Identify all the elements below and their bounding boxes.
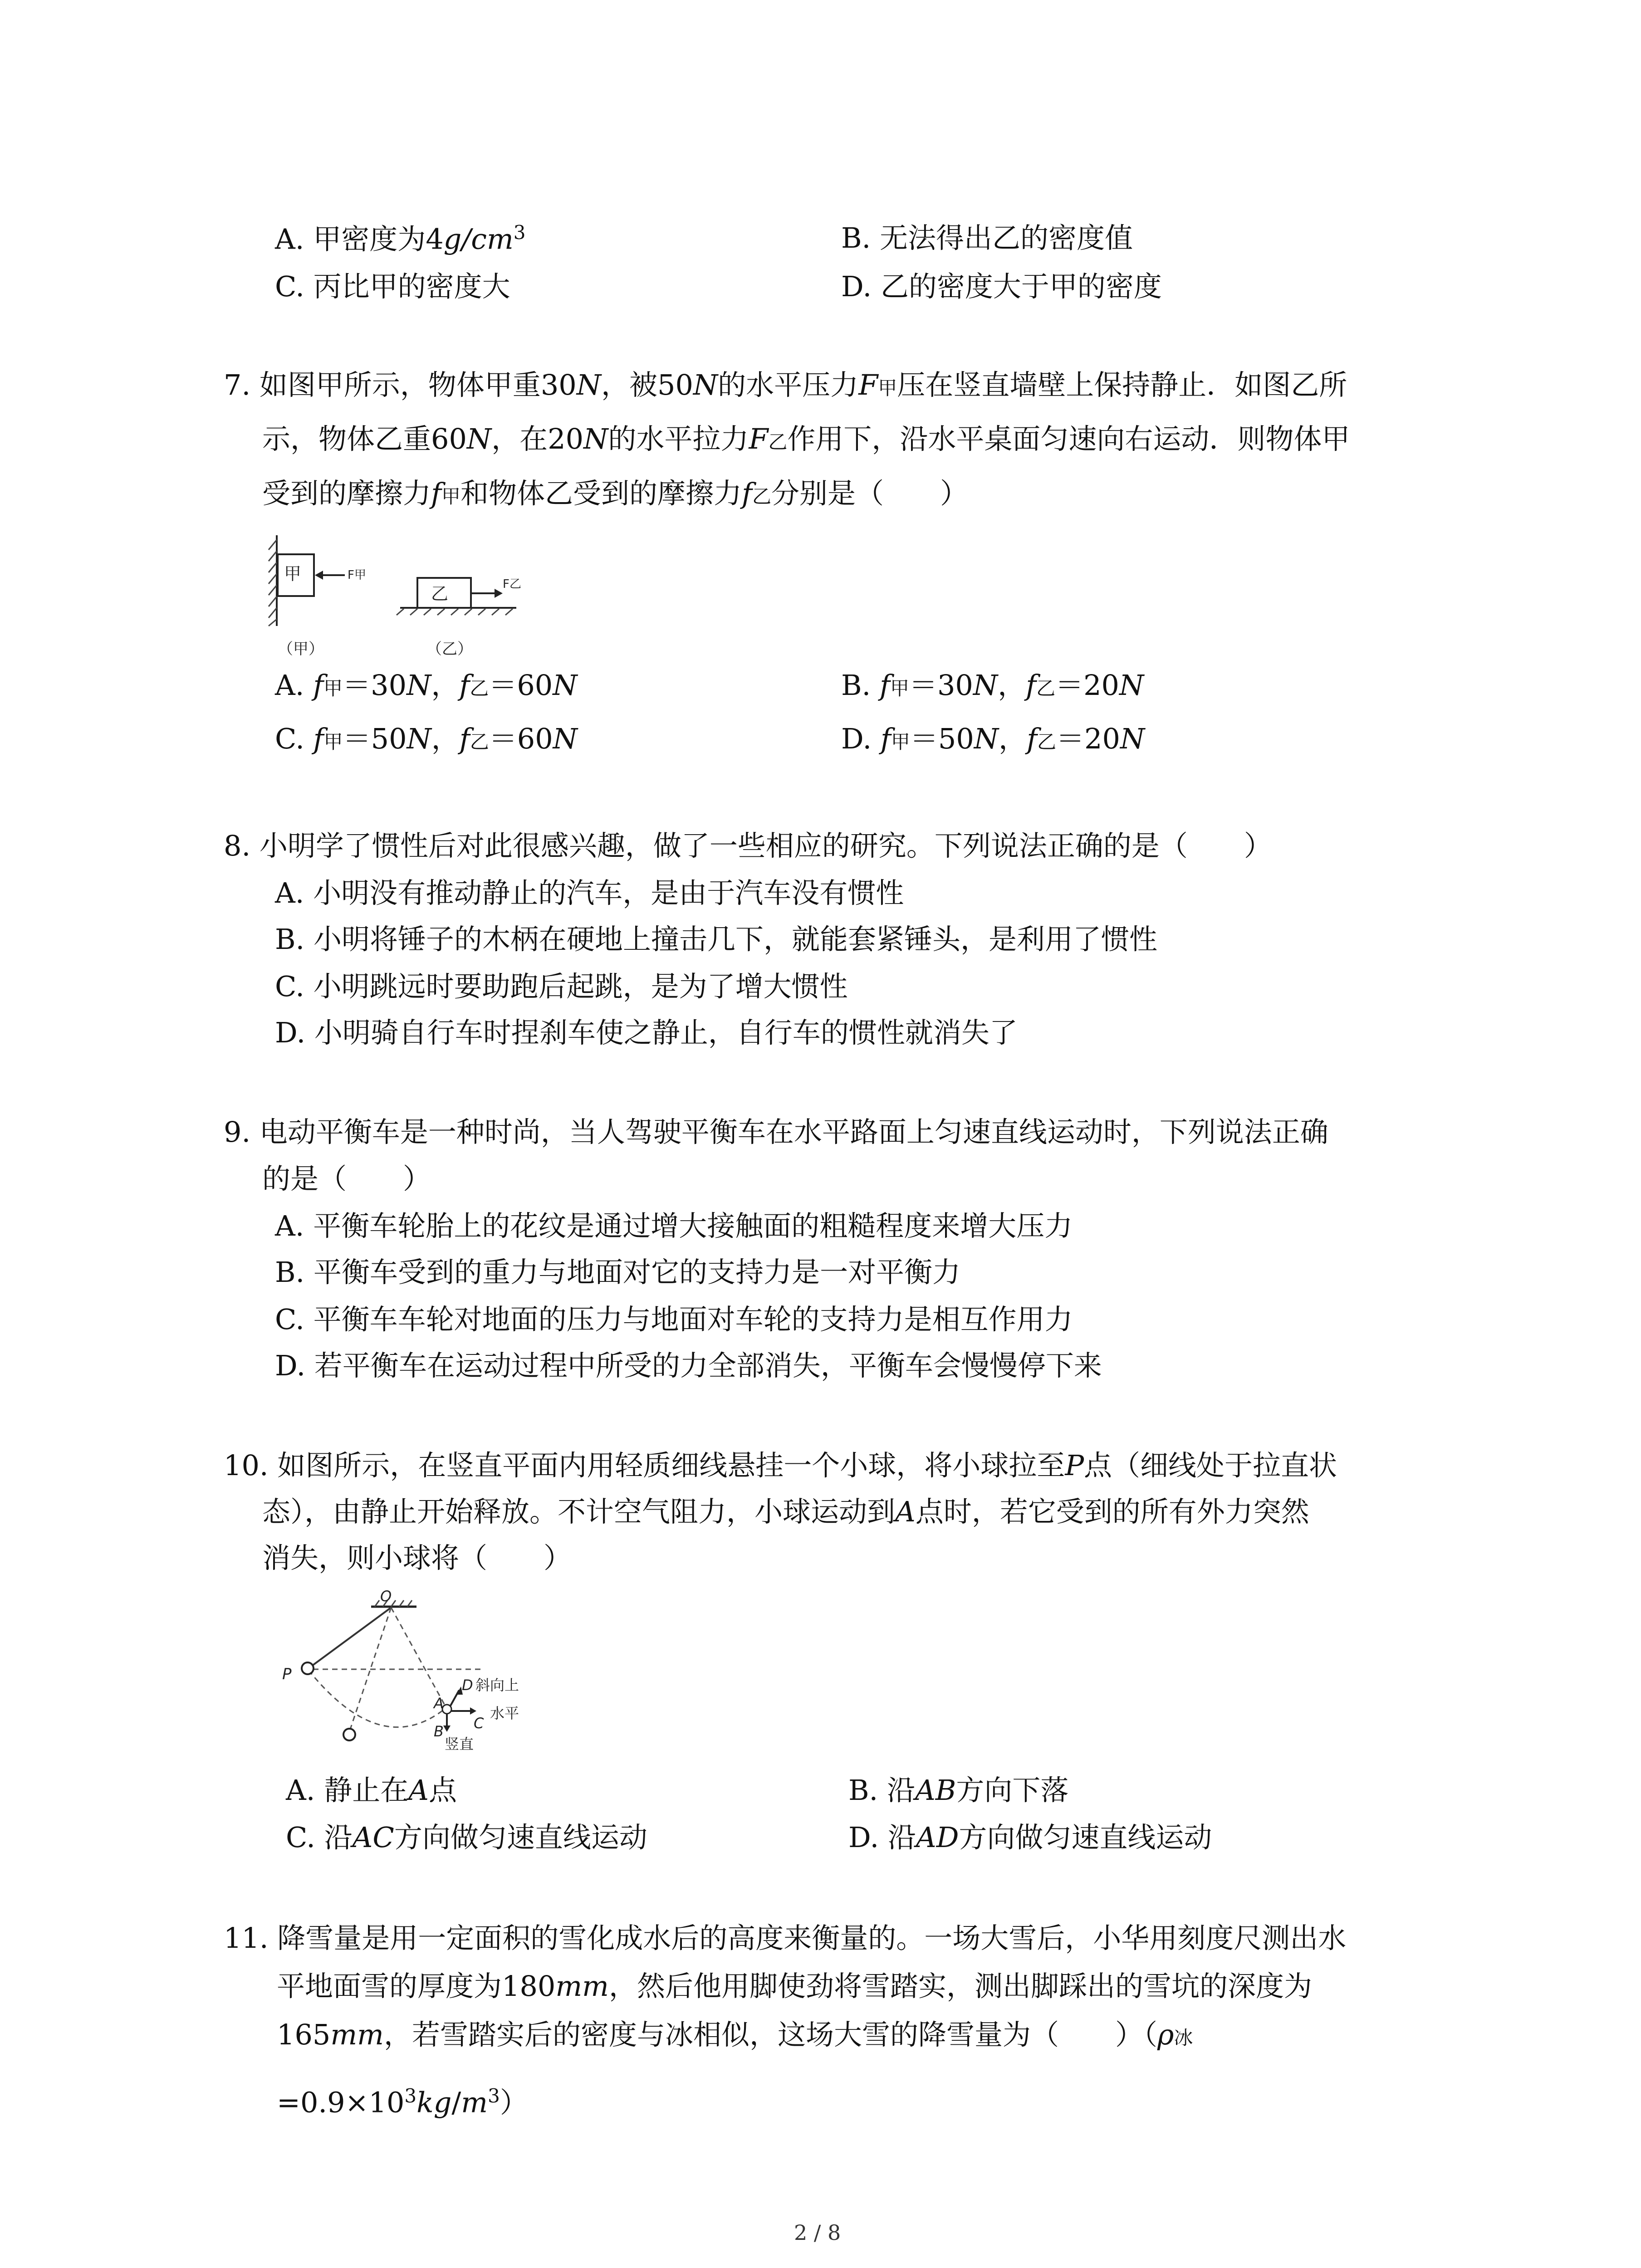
point-c-label: C: [474, 1715, 484, 1732]
q9-stem-line1: 9. 电动平衡车是一种时尚，当人驾驶平衡车在水平路面上匀速直线运动时，下列说法正确: [224, 1115, 1328, 1149]
q10-stem-line3: 消失，则小球将（ ）: [262, 1541, 572, 1574]
floor-hatch: [397, 609, 513, 615]
wall-hatch: [269, 540, 277, 626]
q7-option-d: D. f甲＝50N，f乙＝20N: [841, 722, 1145, 755]
q10-stem-line1: 10. 如图所示，在竖直平面内用轻质细线悬挂一个小球，将小球拉至P点（细线处于拉直状: [224, 1449, 1337, 1482]
q6-option-c: C. 丙比甲的密度大: [275, 270, 510, 303]
q6-option-a: A. 甲密度为$4g/cm^3$: [275, 221, 526, 256]
q11-stem-line4: $=0.9\times 10^3kg/m^3$）: [277, 2085, 528, 2119]
caption-jia: （甲）: [278, 640, 324, 658]
swing-arc: [309, 1670, 446, 1727]
q8-stem: 8. 小明学了惯性后对此很感兴趣，做了一些相应的研究。下列说法正确的是（ ）: [224, 829, 1272, 862]
vertical-label: 竖直: [445, 1735, 474, 1753]
q6-option-b: B. 无法得出乙的密度值: [841, 221, 1133, 254]
q11-stem-line2: 平地面雪的厚度为180mm，然后他用脚使劲将雪踏实，测出脚踩出的雪坑的深度为: [277, 1970, 1312, 2003]
slanted-label: 斜向上: [475, 1677, 519, 1694]
q8-option-c: C. 小明跳远时要助跑后起跳，是为了增大惯性: [275, 970, 848, 1003]
q11-stem-line1: 11. 降雪量是用一定面积的雪化成水后的高度来衡量的。一场大雪后，小华用刻度尺测出水: [224, 1921, 1347, 1955]
box-yi-label: 乙: [431, 584, 449, 604]
q10-option-b: B. 沿AB方向下落: [848, 1774, 1069, 1807]
caption-yi: （乙）: [426, 640, 473, 658]
q7-figure: [254, 531, 535, 662]
point-d-label: D: [462, 1677, 473, 1694]
q10-figure: [272, 1588, 608, 1769]
arrow-c: [470, 1707, 476, 1715]
arrow-f-jia: [315, 571, 323, 580]
q9-stem-line2: 的是（ ）: [262, 1162, 431, 1195]
horizontal-label: 水平: [490, 1705, 519, 1722]
q7-option-a: A. f甲＝30N，f乙＝60N: [275, 669, 578, 702]
q7-option-c: C. f甲＝50N，f乙＝60N: [275, 722, 578, 755]
point-a-label: A: [434, 1695, 444, 1712]
q7-option-b: B. f甲＝30N，f乙＝20N: [841, 669, 1144, 702]
q10-stem-line2: 态），由静止开始释放。不计空气阻力，小球运动到A点时，若它受到的所有外力突然: [262, 1495, 1309, 1528]
q10-option-c: C. 沿AC方向做匀速直线运动: [286, 1821, 647, 1854]
q9-option-d: D. 若平衡车在运动过程中所受的力全部消失，平衡车会慢慢停下来: [275, 1349, 1102, 1382]
arrow-f-yi: [495, 589, 503, 598]
string-line: [309, 1608, 391, 1668]
force-jia-label: F甲: [348, 568, 366, 582]
q10-option-a: A. 静止在A点: [286, 1774, 457, 1807]
q7-stem-line2: 示，物体乙重60N，在20N的水平拉力F乙作用下，沿水平桌面匀速向右运动．则物体甲: [262, 422, 1350, 455]
point-o-label: O: [380, 1588, 392, 1605]
q9-option-a: A. 平衡车轮胎上的花纹是通过增大接触面的粗糙程度来增大压力: [275, 1209, 1073, 1242]
point-p-label: P: [282, 1665, 292, 1683]
force-yi-label: F乙: [503, 577, 521, 591]
point-b-label: B: [434, 1723, 444, 1740]
q7-stem-line1: 7. 如图甲所示，物体甲重30N，被50N的水平压力F甲压在竖直墙壁上保持静止．如图乙所: [224, 368, 1347, 401]
q9-option-c: C. 平衡车车轮对地面的压力与地面对车轮的支持力是相互作用力: [275, 1303, 1073, 1336]
q8-option-d: D. 小明骑自行车时捏刹车使之静止，自行车的惯性就消失了: [275, 1016, 1018, 1049]
q8-option-b: B. 小明将锤子的木柄在硬地上撞击几下，就能套紧锤头，是利用了惯性: [275, 923, 1157, 956]
q10-option-d: D. 沿AD方向做匀速直线运动: [848, 1821, 1212, 1854]
arrow-b: [443, 1725, 451, 1732]
box-jia-label: 甲: [284, 564, 302, 584]
q7-stem-line3: 受到的摩擦力f甲和物体乙受到的摩擦力f乙分别是（ ）: [262, 477, 968, 510]
q9-option-b: B. 平衡车受到的重力与地面对它的支持力是一对平衡力: [275, 1256, 960, 1289]
q11-stem-line3: 165mm，若雪踏实后的密度与冰相似，这场大雪的降雪量为（ ）（ρ冰: [277, 2018, 1193, 2051]
ball-lower: [343, 1729, 355, 1740]
q8-option-a: A. 小明没有推动静止的汽车，是由于汽车没有惯性: [275, 876, 904, 909]
ball-p: [302, 1662, 314, 1674]
page-number: 2 / 8: [794, 2220, 841, 2245]
q6-option-d: D. 乙的密度大于甲的密度: [841, 270, 1162, 303]
